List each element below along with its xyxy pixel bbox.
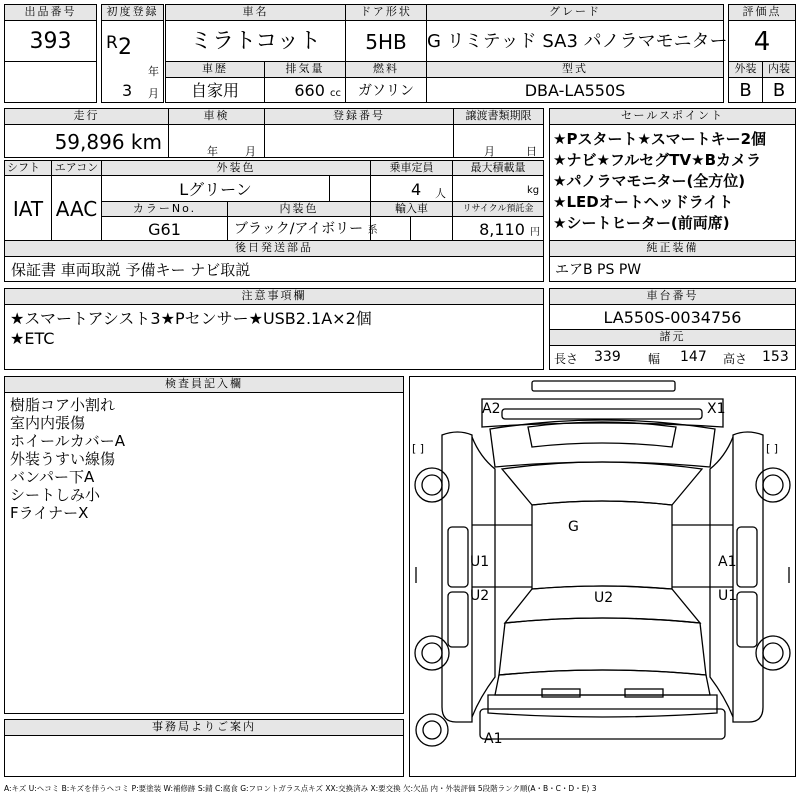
first-reg-year-unit: 年 bbox=[148, 65, 159, 78]
transfer-cell bbox=[453, 124, 544, 158]
selling-point: ★LEDオートヘッドライト bbox=[553, 193, 734, 211]
note-line: ★スマートアシスト3★Pセンサー★USB2.1A×2個 bbox=[10, 309, 372, 328]
shift-header: シフト bbox=[4, 160, 52, 176]
selling-points-list bbox=[549, 124, 796, 241]
front-bumper bbox=[482, 399, 723, 427]
inspection-header: 車検 bbox=[168, 108, 265, 125]
front-grille bbox=[502, 409, 702, 419]
mark-x1: X1 bbox=[707, 401, 726, 417]
mark-a1-right: A1 bbox=[718, 554, 737, 570]
mark-g: G bbox=[568, 519, 579, 535]
recycle-header: リサイクル預託金 bbox=[452, 201, 544, 217]
recycle: 8,110 bbox=[479, 220, 525, 239]
right-rear-door-handle bbox=[737, 592, 757, 647]
color-no-header: カラーNo. bbox=[101, 201, 228, 217]
office-box bbox=[4, 735, 404, 777]
bracket-left: [ ] bbox=[412, 442, 425, 455]
shift: IAT bbox=[4, 175, 52, 241]
inspection-month-unit: 月 bbox=[245, 145, 256, 158]
mark-u1-right: U1 bbox=[718, 588, 738, 604]
first-reg-era: R bbox=[106, 33, 118, 53]
selling-point: ★ナビ★フルセグTV★Bカメラ bbox=[553, 151, 762, 169]
selling-point: ★Pスタート★スマートキー2個 bbox=[553, 130, 767, 148]
width: 147 bbox=[680, 349, 707, 365]
fuel-header: 燃料 bbox=[345, 61, 427, 78]
notes-box bbox=[4, 304, 544, 370]
rear-panel bbox=[495, 670, 710, 695]
inspector-note: 室内内張傷 bbox=[10, 414, 86, 432]
windshield bbox=[502, 462, 702, 505]
displacement-cell bbox=[264, 77, 346, 103]
later-parts: 保証書 車両取説 予備キー ナビ取説 bbox=[4, 256, 544, 282]
left-rear-door-handle bbox=[448, 592, 468, 647]
left-pillar-line bbox=[472, 437, 495, 717]
notes-header: 注意事項欄 bbox=[4, 288, 544, 305]
roof bbox=[532, 501, 672, 589]
recycle-cell bbox=[452, 216, 544, 241]
mileage-cell bbox=[4, 124, 169, 158]
height-label: 高さ bbox=[723, 352, 748, 366]
history-header: 車歴 bbox=[165, 61, 265, 78]
import-cell-a bbox=[367, 216, 411, 241]
int-color-suffix: 系 bbox=[367, 225, 378, 236]
mark-a2: A2 bbox=[482, 401, 501, 417]
specs-header: 諸元 bbox=[549, 329, 796, 346]
model: DBA-LA550S bbox=[426, 77, 724, 103]
max-load-header: 最大積載量 bbox=[452, 160, 544, 176]
wheel-front-right bbox=[756, 468, 790, 502]
spare-wheel bbox=[416, 714, 448, 746]
transfer-header: 譲渡書類期限 bbox=[453, 108, 544, 125]
standard-equipment: エアB PS PW bbox=[549, 256, 796, 282]
height: 153 bbox=[762, 349, 789, 365]
history: 自家用 bbox=[165, 77, 265, 103]
legend: A:キズ U:ヘコミ B:キズを伴うヘコミ P:要塗装 W:補修跡 S:錆 C:腐食 G:フロントガラス点キズ XX:交換済み X:要交換 欠:欠品 内・外装評価 5段階ランク順(A・B・C・D・E) 3 bbox=[4, 784, 597, 793]
interior-grade: B bbox=[762, 77, 796, 103]
selling-point: ★シートヒーター(前両席) bbox=[553, 214, 730, 232]
office-header: 事務局よりご案内 bbox=[4, 719, 404, 736]
bracket-right: [ ] bbox=[766, 442, 779, 455]
score: 4 bbox=[728, 20, 796, 62]
exterior-header: 外装 bbox=[728, 61, 763, 78]
standard-equipment-header: 純正装備 bbox=[549, 240, 796, 257]
model-header: 型式 bbox=[426, 61, 724, 78]
ext-color: Lグリーン bbox=[101, 175, 330, 202]
grade: G リミテッド SA3 パノラマモニター bbox=[426, 20, 724, 62]
aircon: AAC bbox=[51, 175, 102, 241]
length: 339 bbox=[594, 349, 621, 365]
inspector-note: 外装うすい線傷 bbox=[10, 450, 116, 468]
inspector-note: FライナーX bbox=[10, 504, 89, 522]
max-load-unit: kg bbox=[527, 185, 540, 196]
wheel-rear-right bbox=[756, 636, 790, 670]
car-diagram-frame bbox=[409, 376, 796, 777]
tailgate bbox=[499, 618, 706, 675]
mark-u2-center: U2 bbox=[594, 590, 614, 606]
first-reg-year: 2 bbox=[118, 35, 132, 60]
import-header: 輸入車 bbox=[370, 201, 453, 217]
mileage-header: 走行 bbox=[4, 108, 169, 125]
mark-u2-left: U2 bbox=[470, 588, 490, 604]
interior-header: 内装 bbox=[762, 61, 796, 78]
displacement: 660 bbox=[294, 81, 325, 100]
width-label: 幅 bbox=[648, 352, 661, 366]
rear-bumper-lower bbox=[480, 709, 725, 739]
mileage: 59,896 bbox=[54, 130, 125, 154]
rear-bumper bbox=[488, 695, 717, 717]
length-label: 長さ bbox=[554, 352, 579, 366]
lot-no-header: 出品番号 bbox=[4, 4, 97, 21]
inspection-year-unit: 年 bbox=[207, 145, 218, 158]
displacement-header: 排気量 bbox=[264, 61, 346, 78]
wheel-front-left bbox=[415, 468, 449, 502]
car-name-header: 車名 bbox=[165, 4, 346, 21]
inspector-note: 樹脂コア小割れ bbox=[10, 396, 116, 414]
chassis-header: 車台番号 bbox=[549, 288, 796, 305]
car-name: ミラトコット bbox=[165, 20, 346, 62]
score-header: 評価点 bbox=[728, 4, 796, 21]
int-color-cell bbox=[227, 216, 378, 241]
aircon-header: エアコン bbox=[51, 160, 102, 176]
inspector-notes-box bbox=[4, 392, 404, 714]
note-line: ★ETC bbox=[10, 329, 55, 348]
later-parts-header: 後日発送部品 bbox=[4, 240, 544, 257]
selling-point: ★パノラマモニター(全方位) bbox=[553, 172, 746, 190]
displacement-unit: cc bbox=[330, 88, 341, 99]
front-bumper-top bbox=[532, 381, 675, 391]
grade-header: グレード bbox=[426, 4, 724, 21]
capacity-cell bbox=[370, 175, 453, 202]
capacity-header: 乗車定員 bbox=[370, 160, 453, 176]
import-cell-b bbox=[410, 216, 453, 241]
inspector-note: シートしみ小 bbox=[10, 486, 101, 504]
ext-color-header: 外装色 bbox=[101, 160, 371, 176]
door-type: 5HB bbox=[345, 20, 427, 62]
first-reg-month-unit: 月 bbox=[148, 87, 159, 100]
recycle-unit: 円 bbox=[530, 227, 540, 238]
chassis-no: LA550S-0034756 bbox=[549, 304, 796, 330]
fuel: ガソリン bbox=[345, 77, 427, 103]
lot-blank bbox=[4, 61, 97, 103]
car-diagram bbox=[410, 377, 795, 776]
transfer-day-unit: 日 bbox=[526, 145, 537, 158]
color-no: G61 bbox=[101, 216, 228, 241]
hood-inner bbox=[528, 422, 676, 447]
inspector-note: ホイールカバーA bbox=[10, 432, 125, 450]
first-reg-header: 初度登録 bbox=[101, 4, 164, 21]
inspector-header: 検査員記入欄 bbox=[4, 376, 404, 393]
left-front-door-handle bbox=[448, 527, 468, 587]
reg-no-header: 登録番号 bbox=[264, 108, 454, 125]
right-front-door-handle bbox=[737, 527, 757, 587]
wheel-rear-left bbox=[415, 636, 449, 670]
exterior-grade: B bbox=[728, 77, 763, 103]
capacity: 4 bbox=[411, 180, 422, 199]
mark-a1-bottom: A1 bbox=[484, 731, 503, 747]
inspector-note: バンパー下A bbox=[10, 468, 95, 486]
int-color-header: 内装色 bbox=[227, 201, 371, 217]
inspection-cell bbox=[168, 124, 265, 158]
first-reg-month: 3 bbox=[122, 81, 133, 100]
first-reg-cell bbox=[101, 20, 164, 103]
ext-color-extra bbox=[329, 175, 371, 202]
right-pillar-line bbox=[710, 437, 733, 717]
selling-points-header: セールスポイント bbox=[549, 108, 796, 125]
mileage-unit: km bbox=[130, 130, 162, 154]
int-color: ブラック/アイボリー bbox=[234, 221, 364, 237]
door-header: ドア形状 bbox=[345, 4, 427, 21]
lot-no: 393 bbox=[4, 20, 97, 62]
capacity-unit: 人 bbox=[435, 187, 446, 200]
specs-row bbox=[549, 345, 796, 370]
max-load-cell bbox=[452, 175, 544, 202]
transfer-month-unit: 月 bbox=[484, 145, 495, 158]
mark-u1-left: U1 bbox=[470, 554, 490, 570]
reg-no-cell bbox=[264, 124, 454, 158]
